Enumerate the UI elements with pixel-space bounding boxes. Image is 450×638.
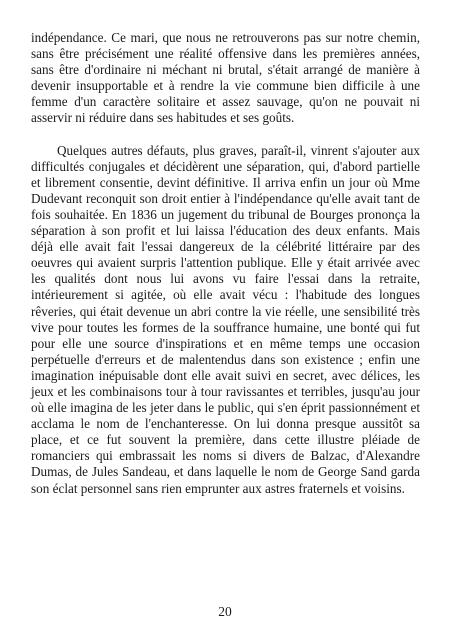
paragraph-1: indépendance. Ce mari, que nous ne retrouverons pas sur notre chemin, sans être précisément une réalité offensive dans les premières années, sans être d'ordinaire ni méchant ni brutal, s'était arrangé de manière à devenir insupportable et à rendre la vie commune bien difficile à une femme d'un caractère solitaire et assez sauvage, qu'on ne pouvait ni asservir ni réduire dans ses habitudes et ses goûts. [31, 30, 420, 126]
paragraph-2: Quelques autres défauts, plus graves, paraît-il, vinrent s'ajouter aux difficultés conjugales et décidèrent une séparation, qui, d'abord partielle et librement consentie, devint définitive. Il arriva enfin un jour où Mme Dudevant reconquit son droit entier à l'indépendance qu'elle avait tant de fois souhaitée. En 1836 un jugement du tribunal de Bourges prononça la séparation à son profit et lui laissa l'éducation des deux enfants. Mais déjà elle avait fait l'essai dangereux de la célébrité littéraire par des oeuvres qui avaient surpris l'attention publique. Elle y était arrivée avec les qualités dont nous lui avons vu faire l'essai dans la retraite, intérieurement si agitée, où elle avait vécu : l'habitude des longues rêveries, qui était devenue un abri contre la vie réelle, une sensibilité très vive pour toutes les formes de la souffrance humaine, une bonté qui fut pour elle une source d'inspirations et en même temps une occasion perpétuelle d'erreurs et de malentendus dans son existence ; enfin une imagination inépuisable dont elle avait suivi en secret, avec délices, les jeux et les combinaisons tour à tour ravissantes et terribles, jusqu'au jour où elle imagina de les jeter dans le public, qui s'en éprit passionnément et acclama le nom de l'enchanteresse. On lui donna presque aussitôt sa place, et ce fut souvent la première, dans cette illustre pléiade de romanciers qui embrassait les noms si divers de Balzac, d'Alexandre Dumas, de Jules Sandeau, et dans laquelle le nom de George Sand garda son éclat personnel sans rien emprunter aux astres fraternels et voisins. [31, 142, 420, 496]
body-text [31, 30, 420, 497]
page-number: 20 [218, 604, 232, 619]
